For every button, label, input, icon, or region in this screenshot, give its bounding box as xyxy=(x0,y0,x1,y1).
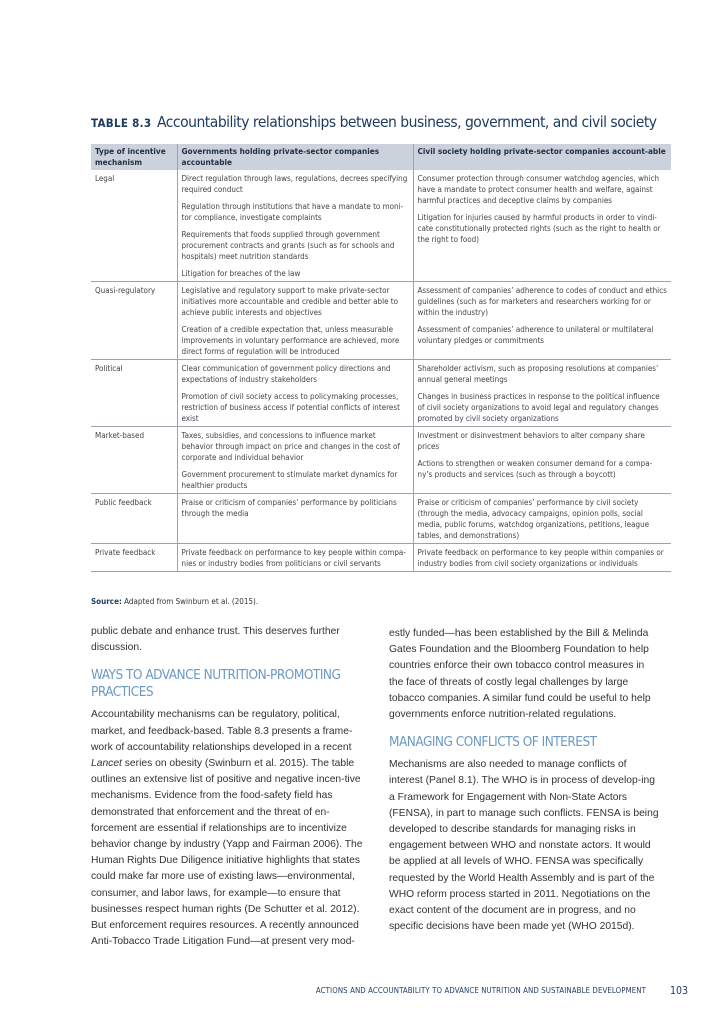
table-number: TABLE 8.3 xyxy=(91,116,152,130)
cell-item: Regulation through institutions that have a mandate to moni-tor compliance, investigate complaints xyxy=(181,202,404,222)
civil-society-cell xyxy=(413,282,671,360)
section-heading: WAYS TO ADVANCE NUTRITION-PROMOTING PRACTICES xyxy=(91,667,341,701)
mechanism-type-cell: Political xyxy=(95,364,123,373)
mechanism-type-cell: Public feedback xyxy=(95,498,152,507)
page-footer xyxy=(0,986,724,1000)
table-title: Accountability relationships between business, government, and civil society xyxy=(157,113,657,131)
paragraph: Mechanisms are also needed to manage conflicts of interest (Panel 8.1). The WHO is in process of develop-ing a Framework for Engagement with Non-State Actors (FENSA), in part to manage such conflicts. FENSA is being developed to describe standards for managing risks in engagement between WHO and nonstate actors. It would be applied at all levels of WHO. FENSA was specifically requested by the World Health Assembly and is part of the WHO reform process started in 2011. Negotiations on the exact content of the document are in progress, and no specific decisions have been made yet (WHO 2015d). xyxy=(389,759,659,933)
cell-item: Private feedback on performance to key people within compa-nies or industry bodies from politicians or civil servants xyxy=(181,548,406,568)
civil-society-cell xyxy=(413,427,671,494)
government-cell xyxy=(177,360,413,427)
mechanism-type-cell: Quasi-regulatory xyxy=(95,286,156,295)
cell-item: Investment or disinvestment behaviors to alter company share prices xyxy=(417,431,645,451)
mechanism-type-cell: Market-based xyxy=(95,431,145,440)
body-column-left xyxy=(91,624,363,950)
paragraph-text: series on obesity (Swinburn et al. 2015). The table outlines an extensive list of positive and negative incen-tive mechanisms. Evidence from the food-safety field has demonstrated that enforcement and the threat of en-forcement are essential if relationships are to incentivize behavior change by industry (Yapp and Fairman 2006). The Human Rights Due Diligence initiative highlights that states could make far more use of existing laws—environmental, consumer, and labor laws, for example—to ensure that businesses respect human rights (De Schutter et al. 2012). But enforcement requires resources. A recently announced Anti-Tobacco Trade Litigation Fund—at present very mod- xyxy=(91,758,363,948)
journal-title: Lancet xyxy=(91,758,122,770)
header-government: Governments holding private-sector companies accountable xyxy=(177,144,413,170)
government-cell xyxy=(177,544,413,572)
paragraph-text: Accountability mechanisms can be regulatory, political, market, and feedback-based. Table 8.3 presents a frame-work of accountability relationships developed in a recent xyxy=(91,709,353,753)
cell-item: Clear communication of government policy directions and expectations of industry stakeholders xyxy=(181,364,391,384)
cell-item: Private feedback on performance to key people within companies or industry bodies from civil society organizations or individuals xyxy=(417,548,664,568)
table-header-row xyxy=(91,144,671,170)
cell-item: Creation of a credible expectation that, unless measurable improvements in voluntary performance are achieved, more direct forms of regulation will be introduced xyxy=(181,325,400,356)
government-cell xyxy=(177,282,413,360)
mechanism-type-cell: Legal xyxy=(95,174,115,183)
table-row xyxy=(91,427,671,494)
cell-item: Praise or criticism of companies’ performance by civil society (through the media, advocacy campaigns, opinion polls, social media, public forums, watchdog organizations, petitions, league tables, and demonstrations) xyxy=(417,498,650,540)
source-label: Source: xyxy=(91,597,122,606)
cell-item: Assessment of companies’ adherence to unilateral or multilateral voluntary pledges or commitments xyxy=(417,325,654,345)
accountability-table xyxy=(91,144,671,572)
cell-item: Actions to strengthen or weaken consumer demand for a compa-ny’s products and services (such as through a boycott) xyxy=(417,459,653,479)
paragraph: public debate and enhance trust. This deserves further discussion. xyxy=(91,626,340,654)
table-source xyxy=(91,597,258,606)
cell-item: Government procurement to stimulate market dynamics for healthier products xyxy=(181,470,398,490)
civil-society-cell xyxy=(413,544,671,572)
cell-item: Taxes, subsidies, and concessions to influence market behavior through impact on price and changes in the cost of corporate and individual behavior xyxy=(181,431,400,462)
cell-item: Shareholder activism, such as proposing resolutions at companies’ annual general meetings xyxy=(417,364,659,384)
government-cell xyxy=(177,494,413,544)
cell-item: Promotion of civil society access to policymaking processes, restriction of business access if potential conflicts of interest exist xyxy=(181,392,400,423)
civil-society-cell xyxy=(413,170,671,282)
cell-item: Litigation for breaches of the law xyxy=(181,269,301,278)
cell-item: Consumer protection through consumer watchdog agencies, which have a mandate to protect consumer health and welfare, against harmful practices and deceptive claims by companies xyxy=(417,174,660,205)
table-body xyxy=(91,170,671,572)
table-row xyxy=(91,494,671,544)
cell-item: Assessment of companies’ adherence to codes of conduct and ethics guidelines (such as for marketers and researchers working for or within the industry) xyxy=(417,286,667,317)
table-row xyxy=(91,544,671,572)
cell-item: Praise or criticism of companies’ performance by politicians through the media xyxy=(181,498,397,518)
cell-item: Litigation for injuries caused by harmful products in order to vindi-cate constitutionally protected rights (such as the right to health or the right to food) xyxy=(417,213,661,244)
cell-item: Legislative and regulatory support to make private-sector initiatives more accountable and credible and better able to achieve public interests and objectives xyxy=(181,286,399,317)
source-text: Adapted from Swinburn et al. (2015). xyxy=(124,597,259,606)
table-row xyxy=(91,170,671,282)
table-row xyxy=(91,360,671,427)
civil-society-cell xyxy=(413,360,671,427)
header-type: Type of incentive mechanism xyxy=(91,144,177,170)
cell-item: Direct regulation through laws, regulations, decrees specifying required conduct xyxy=(181,174,408,194)
cell-item: Requirements that foods supplied through government procurement contracts and grants (such as for schools and hospitals) meet nutrition standards xyxy=(181,230,395,261)
paragraph: estly funded—has been established by the Bill & Melinda Gates Foundation and the Bloomberg Foundation to help countries enforce their own tobacco control measures in the face of threats of costly legal challenges by large tobacco companies. A similar fund could be useful to help governments enforce nutrition-related regulations. xyxy=(389,628,651,721)
cell-item: Changes in business practices in response to the political influence of civil society organizations to avoid legal and regulatory changes promoted by civil society organizations xyxy=(417,392,660,423)
mechanism-type-cell: Private feedback xyxy=(95,548,156,557)
paragraph xyxy=(91,707,363,950)
header-civil-society: Civil society holding private-sector companies account-able xyxy=(413,144,671,170)
government-cell xyxy=(177,170,413,282)
section-heading: MANAGING CONFLICTS OF INTEREST xyxy=(389,734,597,751)
body-column-right xyxy=(389,626,661,935)
table-row xyxy=(91,282,671,360)
government-cell xyxy=(177,427,413,494)
running-title: ACTIONS AND ACCOUNTABILITY TO ADVANCE NUTRITION AND SUSTAINABLE DEVELOPMENT xyxy=(315,986,646,995)
page-number: 103 xyxy=(670,985,689,997)
table-heading xyxy=(91,113,671,131)
civil-society-cell xyxy=(413,494,671,544)
